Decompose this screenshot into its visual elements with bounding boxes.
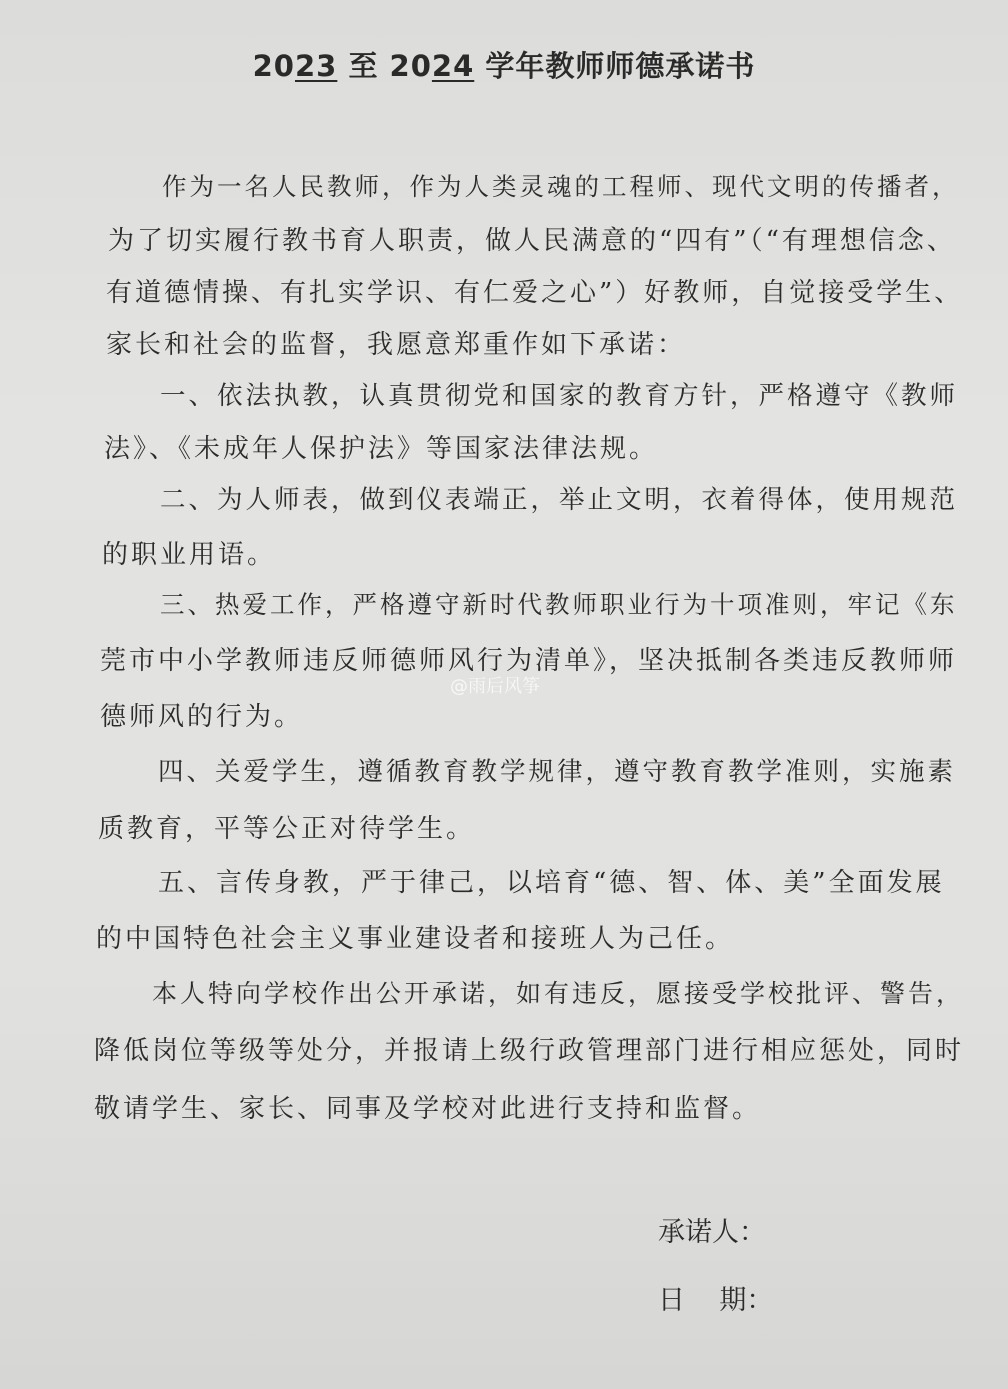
text-line: 法》、《未成年人保护法》等国家法律法规。 — [104, 434, 659, 464]
text-line: 的中国特色社会主义事业建设者和接班人为己任。 — [96, 924, 735, 954]
text-line: 有道德情操、有扎实学识、有仁爱之心”）好教师，自觉接受学生、 — [106, 278, 964, 308]
text-line: 德师风的行为。 — [100, 702, 304, 732]
text-line: 降低岗位等级等处分，并报请上级行政管理部门进行相应惩处，同时 — [94, 1036, 965, 1066]
title-connector: 至 — [337, 49, 390, 83]
watermark: @雨后风筝 — [450, 676, 540, 697]
text-line: 的职业用语。 — [102, 540, 277, 570]
date-label: 日 期： — [658, 1285, 774, 1316]
title-text: 学年教师师德承诺书 — [474, 49, 756, 83]
text-line: 家长和社会的监督，我愿意郑重作如下承诺： — [106, 330, 687, 360]
text-line: 作为一名人民教师，作为人类灵魂的工程师、现代文明的传播者， — [162, 172, 960, 201]
text-line: 敬请学生、家长、同事及学校对此进行支持和监督。 — [94, 1094, 762, 1124]
text-line: 五、言传身教，严于律己，以培育“德、智、体、美”全面发展 — [158, 868, 945, 898]
title-year-end-prefix: 20 — [389, 49, 432, 83]
title-year-start-prefix: 20 — [252, 49, 295, 83]
text-line: 二、为人师表，做到仪表端正，举止文明，衣着得体，使用规范 — [160, 485, 959, 515]
text-line: 质教育，平等公正对待学生。 — [98, 814, 476, 844]
title-year-end: 24 — [431, 49, 475, 83]
document-title — [0, 44, 1008, 85]
text-line: 为了切实履行教书育人职责，做人民满意的“四有”（“有理想信念、 — [108, 226, 956, 256]
text-line: 四、关爱学生，遵循教育教学规律，遵守教育教学准则，实施素 — [158, 757, 957, 787]
text-line: 一、依法执教，认真贯彻党和国家的教育方针，严格遵守《教师 — [160, 381, 959, 411]
title-year-start: 23 — [294, 49, 338, 83]
text-line: 三、热爱工作，严格遵守新时代教师职业行为十项准则，牢记《东 — [160, 590, 958, 619]
promiser-label: 承诺人： — [658, 1217, 766, 1248]
text-line: 本人特向学校作出公开承诺，如有违反，愿接受学校批评、警告， — [152, 979, 965, 1008]
text-line: 莞市中小学教师违反师德师风行为清单》，坚决抵制各类违反教师师 — [100, 646, 958, 676]
